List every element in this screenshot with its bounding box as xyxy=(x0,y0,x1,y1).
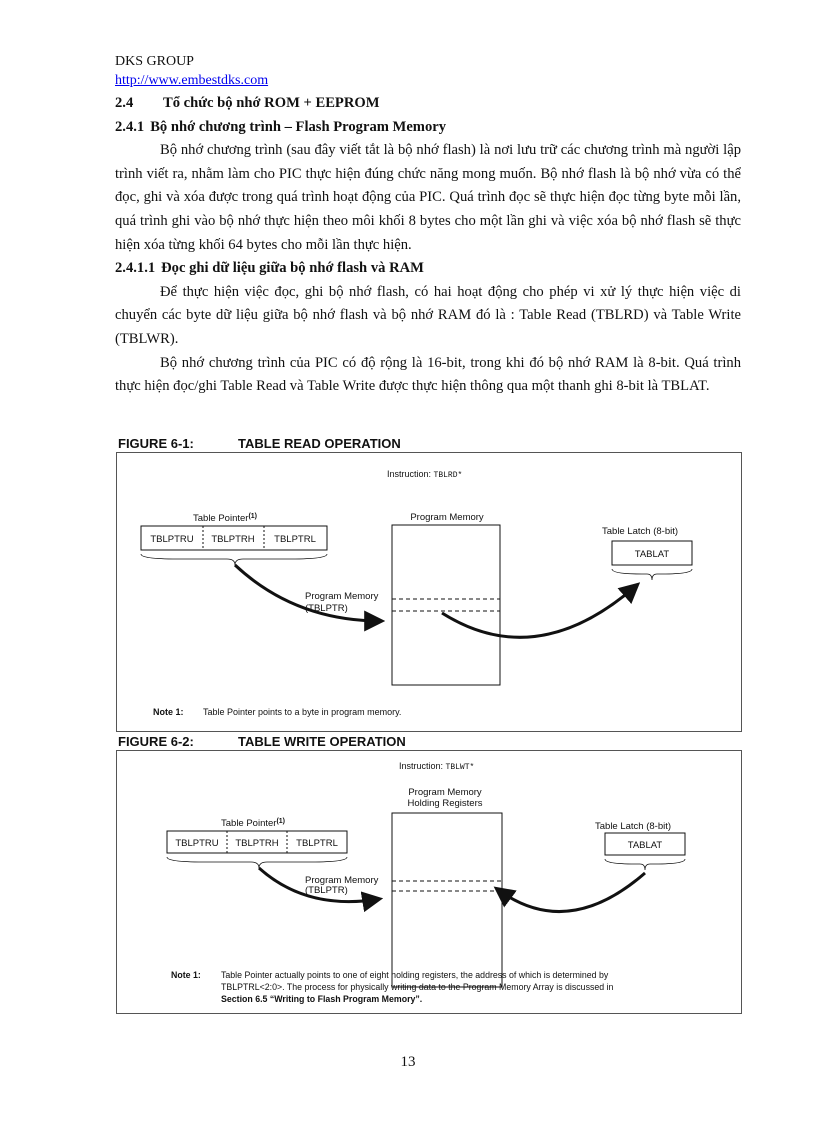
table-latch-label-2: Table Latch (8-bit) xyxy=(595,821,672,832)
table-pointer-label-2: Table Pointer$^{(1)}$ xyxy=(221,818,286,829)
page-number: 13 xyxy=(400,1054,416,1070)
table-read-diagram xyxy=(117,453,741,731)
subsubsection-number: 2.4.1.1 xyxy=(115,260,156,277)
paragraph-3: Bộ nhớ chương trình của PIC có độ rộng là 16-bit, trong khi đó bộ nhớ RAM là 8-bit. Quá trình thực hiện đọc/ghi Table Read và Table Write được thực hiện thông qua một thanh ghi 8-bit là TBLAT. xyxy=(115,354,741,395)
latch-brace-icon-2 xyxy=(605,859,685,870)
figure-1-note-text: Table Pointer points to a byte in program memory. xyxy=(203,707,402,717)
subsection-heading xyxy=(115,116,741,140)
figure-1-caption: TABLE READ OPERATION xyxy=(238,436,401,451)
paragraph-1: Bộ nhớ chương trình (sau đây viết tắt là bộ nhớ flash) là nơi lưu trữ các chương trình mà người lập trình viết ra, nhằm làm cho PIC thực hiện đúng chức năng mong muốn. Bộ nhớ flash là bộ nhớ vừa có thể đọc, ghi và xóa được trong quá trình hoạt động của PIC. Quá trình đọc sẽ thực hiện đọc từng byte mỗi lần, quá trình ghi vào bộ nhớ thực hiện theo môi khối 8 bytes cho một lần ghi và việc xóa bộ nhớ flash sẽ thực hiện xóa từng khối 64 bytes cho mỗi lần thực hiện. xyxy=(115,142,741,253)
subsubsection-heading xyxy=(115,257,741,281)
holding-registers-block xyxy=(392,813,502,987)
subsection-number: 2.4.1 xyxy=(115,118,145,135)
company-link[interactable]: http://www.embestdks.com xyxy=(115,73,269,88)
table-write-diagram xyxy=(117,751,741,1013)
pm-tblptr-line2: (TBLPTR) xyxy=(305,603,348,614)
instruction-label: Instruction: TBLRD* xyxy=(387,469,463,480)
figure-1-diagram xyxy=(116,452,742,732)
latch-brace-icon xyxy=(612,569,692,580)
subsubsection-title: Đọc ghi dữ liệu giữa bộ nhớ flash và RAM xyxy=(161,260,424,277)
brace-icon-2 xyxy=(167,857,347,868)
figure-2-caption: TABLE WRITE OPERATION xyxy=(238,734,406,749)
pm-holding-line1: Program Memory xyxy=(408,787,482,798)
figure-2-note-label: Note 1: xyxy=(171,970,201,980)
reg-tblptrh: TBLPTRH xyxy=(211,534,255,545)
body-text xyxy=(115,92,741,399)
figure-2-diagram xyxy=(116,750,742,1014)
pm2-tblptr-line1: Program Memory xyxy=(305,875,379,886)
figure-2-note-line1: Table Pointer actually points to one of eight holding registers, the address of which is determined by xyxy=(221,970,609,980)
figure-2-title xyxy=(118,734,406,749)
section-heading xyxy=(115,92,741,116)
reg-tblptru: TBLPTRU xyxy=(150,534,194,545)
reg-tblptrl: TBLPTRL xyxy=(274,534,316,545)
brace-icon xyxy=(141,554,327,565)
section-title: Tổ chức bộ nhớ ROM + EEPROM xyxy=(163,95,380,111)
write-arrow-from-latch-icon xyxy=(497,873,645,912)
table-latch-label: Table Latch (8-bit) xyxy=(602,526,679,537)
figure-2-note-line2: TBLPTRL<2:0>. The process for physically writing data to the Program Memory Array is discussed in xyxy=(221,982,614,992)
reg2-tblptrh: TBLPTRH xyxy=(235,838,279,849)
program-memory-block xyxy=(392,525,500,685)
pm2-tblptr-line2: (TBLPTR) xyxy=(305,885,348,896)
paragraph-2: Để thực hiện việc đọc, ghi bộ nhớ flash, có hai hoạt động cho phép vi xử lý thực hiện việc di chuyển các byte dữ liệu giữa bộ nhớ flash và bộ nhớ RAM đó là : Table Read (TBLRD) và Table Write (TBLWR). xyxy=(115,283,741,347)
page-header xyxy=(115,52,268,90)
section-number: 2.4 xyxy=(115,95,134,111)
subsection-title: Bộ nhớ chương trình – Flash Program Memory xyxy=(150,118,447,135)
company-name: DKS GROUP xyxy=(115,54,194,69)
figure-2-label: FIGURE 6-2: xyxy=(118,734,194,749)
tablat-text-2: TABLAT xyxy=(627,840,663,851)
figure-1-label: FIGURE 6-1: xyxy=(118,436,194,451)
instruction-label-2: Instruction: TBLWT* xyxy=(399,761,475,772)
pm-holding-line2: Holding Registers xyxy=(407,798,483,809)
reg2-tblptru: TBLPTRU xyxy=(175,838,219,849)
figure-1-title xyxy=(118,436,401,451)
pm-tblptr-line1: Program Memory xyxy=(305,591,379,602)
figure-2-note-line3: Section 6.5 “Writing to Flash Program Memory”. xyxy=(221,994,423,1004)
table-pointer-label: Table Pointer$^{(1)}$ xyxy=(193,513,258,524)
program-memory-label: Program Memory xyxy=(410,512,484,523)
figure-1-note-label: Note 1: xyxy=(153,707,184,717)
reg2-tblptrl: TBLPTRL xyxy=(296,838,338,849)
tablat-text: TABLAT xyxy=(634,549,670,560)
